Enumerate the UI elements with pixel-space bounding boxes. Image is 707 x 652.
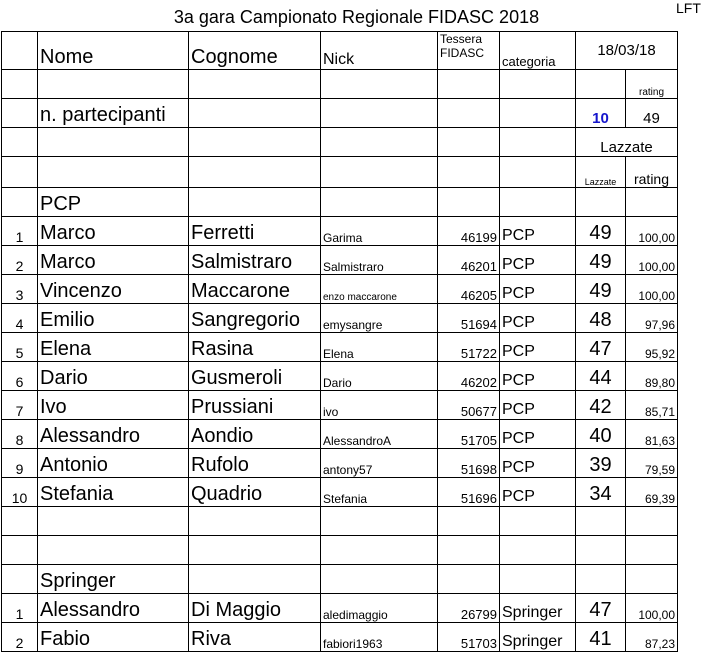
row-position[interactable]: 1 (2, 217, 38, 246)
rating-label-row (2, 70, 678, 99)
row-rating[interactable]: 81,63 (626, 420, 678, 449)
group-name[interactable]: Springer (38, 565, 189, 594)
header-rating-label[interactable]: rating (626, 70, 678, 99)
row-tessera[interactable]: 46201 (438, 246, 500, 275)
row-tessera[interactable]: 26799 (438, 594, 500, 623)
row-cognome[interactable]: Salmistraro (189, 246, 321, 275)
table-row (2, 420, 678, 449)
row-score[interactable]: 34 (576, 478, 626, 507)
row-rating[interactable]: 79,59 (626, 449, 678, 478)
row-nome[interactable]: Stefania (38, 478, 189, 507)
row-cognome[interactable]: Di Maggio (189, 594, 321, 623)
results-table (1, 31, 678, 652)
row-tessera[interactable]: 50677 (438, 391, 500, 420)
row-categoria[interactable]: PCP (500, 333, 576, 362)
row-score[interactable]: 49 (576, 217, 626, 246)
row-score[interactable]: 49 (576, 246, 626, 275)
row-nick[interactable]: Stefania (321, 478, 438, 507)
location-row (2, 128, 678, 157)
row-categoria[interactable]: PCP (500, 304, 576, 333)
partecipanti-row (2, 99, 678, 128)
row-position[interactable]: 5 (2, 333, 38, 362)
row-tessera[interactable]: 51722 (438, 333, 500, 362)
row-nome[interactable]: Antonio (38, 449, 189, 478)
row-cognome[interactable]: Aondio (189, 420, 321, 449)
row-nick[interactable]: Elena (321, 333, 438, 362)
subheader-row (2, 157, 678, 188)
corner-code: LFT (676, 0, 701, 16)
row-cognome[interactable]: Rasina (189, 333, 321, 362)
table-row (2, 333, 678, 362)
row-categoria[interactable]: PCP (500, 275, 576, 304)
sheet-title-text: 3a gara Campionato Regionale FIDASC 2018 (173, 7, 540, 27)
row-nick[interactable]: emysangre (321, 304, 438, 333)
header-categoria[interactable]: categoria (500, 32, 576, 70)
row-nome[interactable]: Emilio (38, 304, 189, 333)
row-tessera[interactable]: 46205 (438, 275, 500, 304)
row-score[interactable]: 48 (576, 304, 626, 333)
row-tessera[interactable]: 51698 (438, 449, 500, 478)
header-tessera[interactable]: Tessera FIDASC (438, 32, 500, 70)
partecipanti-count[interactable]: 10 (576, 99, 626, 128)
row-nick[interactable]: Salmistraro (321, 246, 438, 275)
row-position[interactable]: 3 (2, 275, 38, 304)
row-tessera[interactable]: 51696 (438, 478, 500, 507)
row-cognome[interactable]: Riva (189, 623, 321, 652)
row-categoria[interactable]: PCP (500, 391, 576, 420)
row-rating[interactable]: 87,23 (626, 623, 678, 652)
row-nome[interactable]: Ivo (38, 391, 189, 420)
header-cognome[interactable]: Cognome (189, 32, 321, 70)
row-cognome[interactable]: Rufolo (189, 449, 321, 478)
table-row (2, 304, 678, 333)
group-header-row (2, 188, 678, 217)
row-score[interactable]: 49 (576, 275, 626, 304)
row-categoria[interactable]: PCP (500, 362, 576, 391)
row-tessera[interactable]: 51694 (438, 304, 500, 333)
table-row (2, 246, 678, 275)
row-score[interactable]: 44 (576, 362, 626, 391)
row-nick[interactable]: ivo (321, 391, 438, 420)
row-nick[interactable]: Dario (321, 362, 438, 391)
location-name[interactable]: Lazzate (576, 128, 678, 157)
row-score[interactable]: 47 (576, 594, 626, 623)
row-nome[interactable]: Fabio (38, 623, 189, 652)
header-date[interactable]: 18/03/18 (576, 32, 678, 70)
row-rating[interactable]: 97,96 (626, 304, 678, 333)
row-position[interactable]: 2 (2, 623, 38, 652)
header-row (2, 32, 678, 70)
group-header-row (2, 565, 678, 594)
row-rating[interactable]: 69,39 (626, 478, 678, 507)
subheader-rating[interactable]: rating (626, 157, 678, 188)
table-row (2, 362, 678, 391)
row-nome[interactable]: Marco (38, 246, 189, 275)
table-row (2, 217, 678, 246)
row-categoria[interactable]: PCP (500, 449, 576, 478)
row-rating[interactable]: 85,71 (626, 391, 678, 420)
row-position[interactable]: 9 (2, 449, 38, 478)
row-cognome[interactable]: Sangregorio (189, 304, 321, 333)
row-cognome[interactable]: Ferretti (189, 217, 321, 246)
row-nome[interactable]: Marco (38, 217, 189, 246)
row-score[interactable]: 42 (576, 391, 626, 420)
row-categoria[interactable]: Springer (500, 623, 576, 652)
row-rating[interactable]: 100,00 (626, 275, 678, 304)
row-nick[interactable]: aledimaggio (321, 594, 438, 623)
row-nome[interactable]: Alessandro (38, 594, 189, 623)
table-row (2, 594, 678, 623)
partecipanti-label[interactable]: n. partecipanti (38, 99, 189, 128)
row-tessera[interactable]: 51705 (438, 420, 500, 449)
row-tessera[interactable]: 46202 (438, 362, 500, 391)
group-name[interactable]: PCP (38, 188, 189, 217)
row-nick[interactable]: fabiori1963 (321, 623, 438, 652)
row-score[interactable]: 40 (576, 420, 626, 449)
row-position[interactable]: 2 (2, 246, 38, 275)
row-categoria[interactable]: PCP (500, 246, 576, 275)
row-rating[interactable]: 100,00 (626, 246, 678, 275)
row-nick[interactable]: antony57 (321, 449, 438, 478)
row-tessera[interactable]: 46199 (438, 217, 500, 246)
table-row (2, 623, 678, 652)
row-rating[interactable]: 89,80 (626, 362, 678, 391)
row-score[interactable]: 41 (576, 623, 626, 652)
row-rating[interactable]: 95,92 (626, 333, 678, 362)
row-cognome[interactable]: Maccarone (189, 275, 321, 304)
row-categoria[interactable]: PCP (500, 478, 576, 507)
row-position[interactable]: 8 (2, 420, 38, 449)
row-score[interactable]: 47 (576, 333, 626, 362)
row-position[interactable]: 7 (2, 391, 38, 420)
row-nome[interactable]: Alessandro (38, 420, 189, 449)
table-row (2, 478, 678, 507)
empty-row (2, 507, 678, 536)
row-cognome[interactable]: Gusmeroli (189, 362, 321, 391)
row-nick[interactable]: AlessandroA (321, 420, 438, 449)
sheet-title (0, 6, 707, 28)
subheader-location[interactable]: Lazzate (576, 157, 626, 188)
row-position[interactable]: 6 (2, 362, 38, 391)
row-rating[interactable]: 100,00 (626, 594, 678, 623)
row-nome[interactable]: Dario (38, 362, 189, 391)
row-nick[interactable]: Garima (321, 217, 438, 246)
row-nome[interactable]: Elena (38, 333, 189, 362)
row-position[interactable]: 1 (2, 594, 38, 623)
header-nick[interactable]: Nick (321, 32, 438, 70)
row-position[interactable]: 10 (2, 478, 38, 507)
row-categoria[interactable]: PCP (500, 217, 576, 246)
table-row (2, 391, 678, 420)
table-row (2, 275, 678, 304)
row-nome[interactable]: Vincenzo (38, 275, 189, 304)
row-tessera[interactable]: 51703 (438, 623, 500, 652)
row-cognome[interactable]: Quadrio (189, 478, 321, 507)
table-row (2, 449, 678, 478)
row-categoria[interactable]: PCP (500, 420, 576, 449)
row-categoria[interactable]: Springer (500, 594, 576, 623)
row-nick[interactable]: enzo maccarone (321, 275, 438, 304)
row-position[interactable]: 4 (2, 304, 38, 333)
header-nome[interactable]: Nome (38, 32, 189, 70)
empty-row (2, 536, 678, 565)
row-score[interactable]: 39 (576, 449, 626, 478)
row-cognome[interactable]: Prussiani (189, 391, 321, 420)
partecipanti-rating[interactable]: 49 (626, 99, 678, 128)
row-rating[interactable]: 100,00 (626, 217, 678, 246)
